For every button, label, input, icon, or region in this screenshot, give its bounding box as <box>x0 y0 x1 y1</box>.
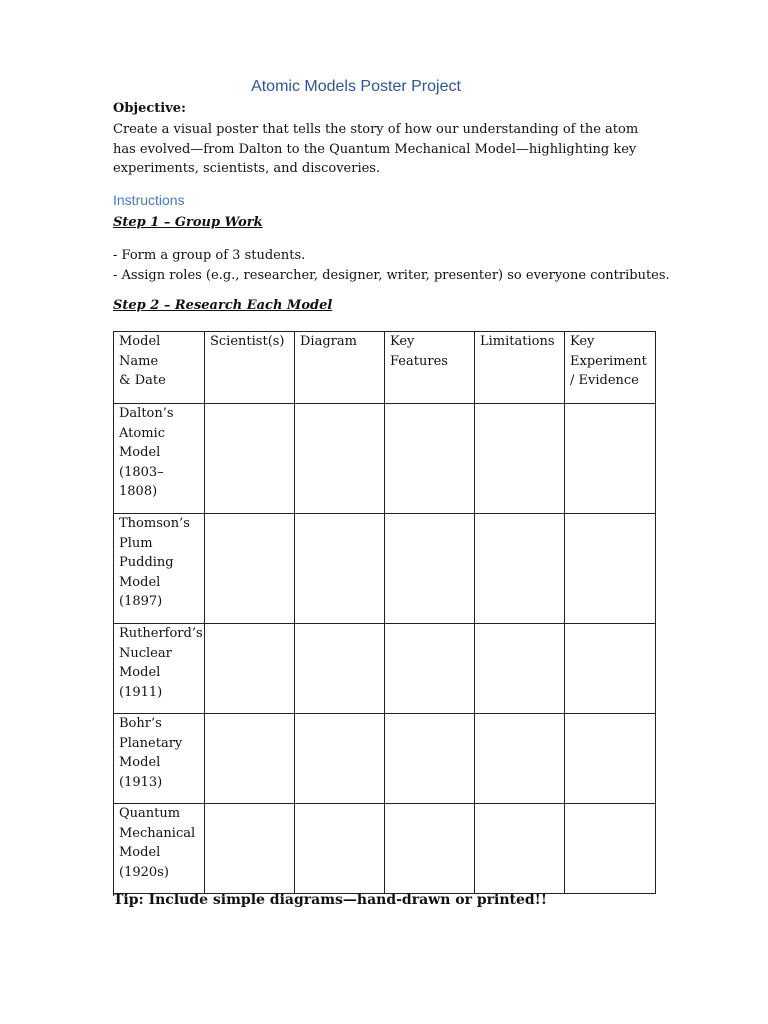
model-name: Thomson’s Plum Pudding Model (1897) <box>119 516 190 609</box>
model-name-cell <box>114 624 205 714</box>
header-cell <box>385 332 475 404</box>
instructions-heading: Instructions <box>113 192 185 208</box>
model-name: Dalton’s Atomic Model (1803– 1808) <box>119 406 174 499</box>
blank-cell[interactable] <box>385 804 475 894</box>
blank-cell[interactable] <box>295 514 385 624</box>
blank-cell[interactable] <box>565 714 656 804</box>
model-name-cell <box>114 404 205 514</box>
blank-cell[interactable] <box>475 624 565 714</box>
blank-cell[interactable] <box>295 624 385 714</box>
model-name-cell <box>114 514 205 624</box>
header-label: Key Experiment / Evidence <box>570 334 647 388</box>
header-cell <box>205 332 295 404</box>
blank-cell[interactable] <box>385 514 475 624</box>
blank-cell[interactable] <box>205 714 295 804</box>
header-cell <box>295 332 385 404</box>
table-row <box>114 804 656 894</box>
table-row <box>114 514 656 624</box>
blank-cell[interactable] <box>295 714 385 804</box>
blank-cell[interactable] <box>205 404 295 514</box>
list-item: - Form a group of 3 students. <box>113 248 306 263</box>
model-name: Rutherford’s Nuclear Model (1911) <box>119 626 203 700</box>
blank-cell[interactable] <box>475 404 565 514</box>
blank-cell[interactable] <box>565 624 656 714</box>
model-name-cell <box>114 714 205 804</box>
blank-cell[interactable] <box>385 714 475 804</box>
header-cell <box>114 332 205 404</box>
blank-cell[interactable] <box>565 804 656 894</box>
step2-heading: Step 2 – Research Each Model <box>113 298 333 313</box>
step1-heading: Step 1 – Group Work <box>113 215 263 230</box>
header-label: Key Features <box>390 334 448 369</box>
page-title: Atomic Models Poster Project <box>251 78 461 95</box>
blank-cell[interactable] <box>475 804 565 894</box>
list-item: - Assign roles (e.g., researcher, designer, writer, presenter) so everyone contributes. <box>113 267 670 283</box>
objective-text: Create a visual poster that tells the story of how our understanding of the atom has evolved—from Dalton to the Quantum Mechanical Model—highlighting key experiments, scientists, and discoveries. <box>113 122 639 176</box>
blank-cell[interactable] <box>385 404 475 514</box>
blank-cell[interactable] <box>205 624 295 714</box>
step1-list <box>113 246 670 285</box>
header-cell <box>565 332 656 404</box>
header-label: Model Name & Date <box>119 334 166 388</box>
tip-text: Tip: Include simple diagrams—hand-drawn or printed!! <box>113 892 547 908</box>
table-row <box>114 624 656 714</box>
blank-cell[interactable] <box>565 514 656 624</box>
blank-cell[interactable] <box>205 804 295 894</box>
header-label: Scientist(s) <box>210 334 285 349</box>
model-name: Bohr’s Planetary Model (1913) <box>119 716 183 790</box>
blank-cell[interactable] <box>475 514 565 624</box>
blank-cell[interactable] <box>205 514 295 624</box>
blank-cell[interactable] <box>295 404 385 514</box>
model-name: Quantum Mechanical Model (1920s) <box>119 806 196 880</box>
objective-label: Objective: <box>113 101 186 116</box>
blank-cell[interactable] <box>385 624 475 714</box>
table-row <box>114 714 656 804</box>
table-header-row <box>114 332 656 404</box>
blank-cell[interactable] <box>565 404 656 514</box>
header-label: Limitations <box>480 334 555 349</box>
research-table <box>113 331 656 894</box>
header-label: Diagram <box>300 334 357 349</box>
model-name-cell <box>114 804 205 894</box>
blank-cell[interactable] <box>295 804 385 894</box>
header-cell <box>475 332 565 404</box>
table-row <box>114 404 656 514</box>
blank-cell[interactable] <box>475 714 565 804</box>
